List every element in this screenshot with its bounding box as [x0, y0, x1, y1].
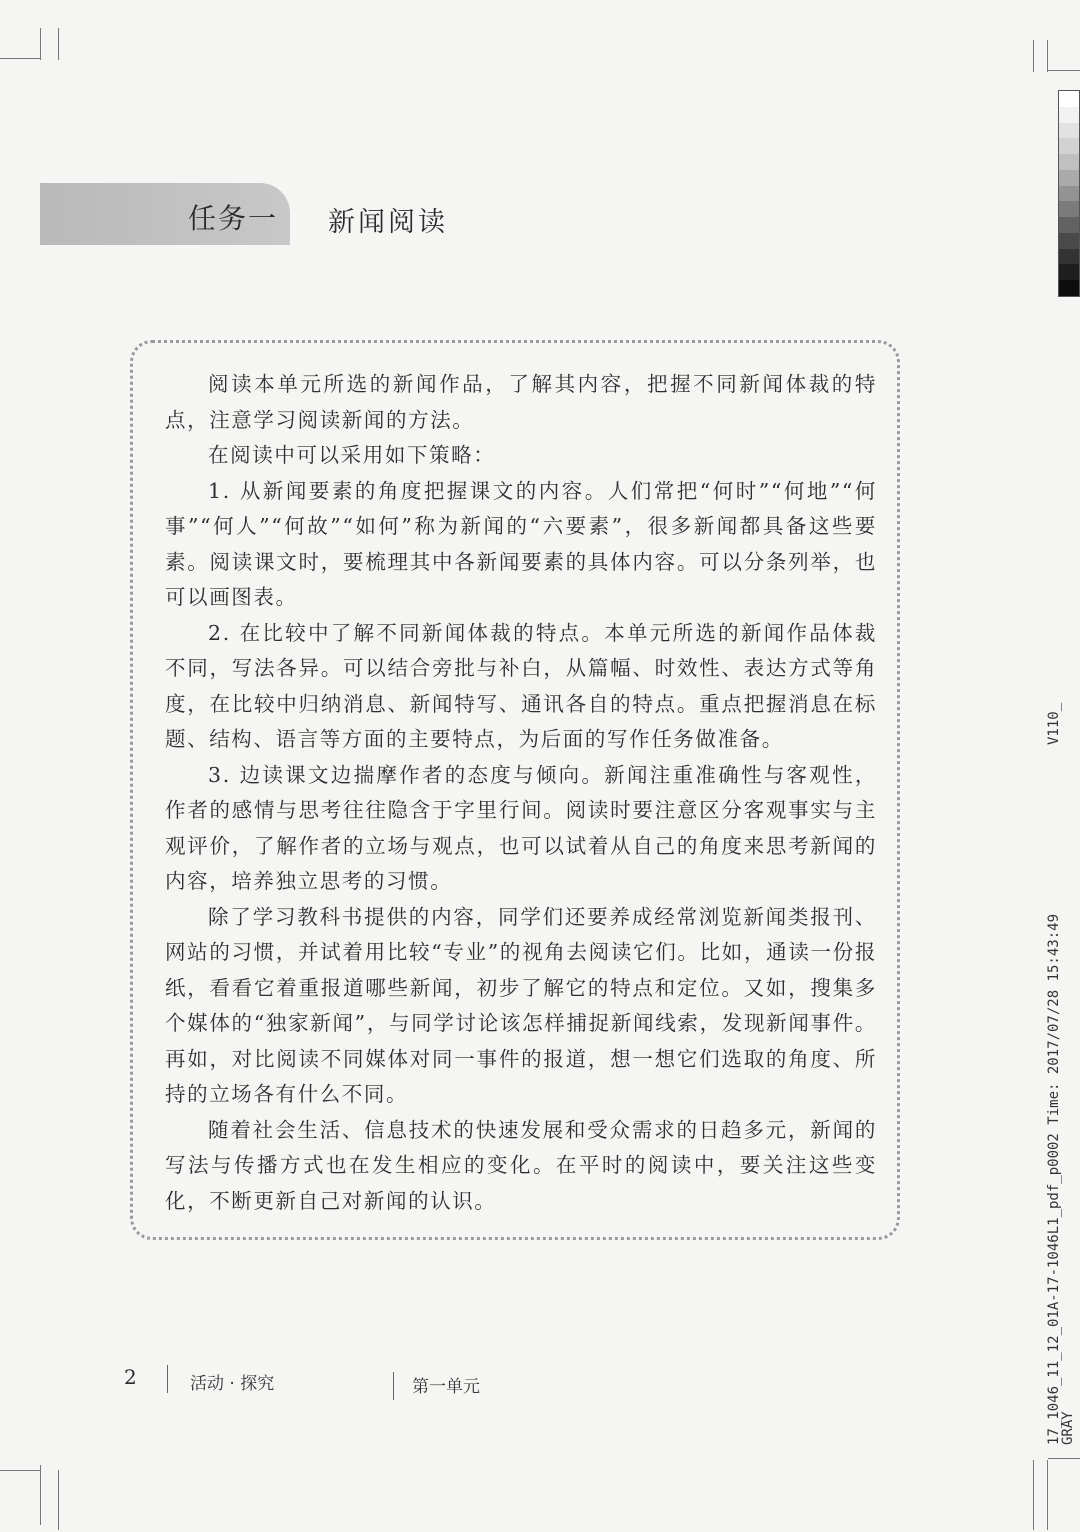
- content-body: [165, 367, 877, 1219]
- crop-mark: [1047, 40, 1048, 72]
- crop-mark: [1033, 1460, 1034, 1530]
- paragraph: 1. 从新闻要素的角度把握课文的内容。人们常把“何时”“何地”“何事”“何人”“何故”“如何”称为新闻的“六要素”，很多新闻都具备这些要素。阅读课文时，要梳理其中各新闻要素的具体内容。可以分条列举，也可以画图表。: [165, 478, 877, 609]
- crop-mark: [1048, 1458, 1080, 1459]
- crop-mark: [40, 28, 41, 60]
- page-number: 2: [124, 1365, 137, 1389]
- footer-divider: [167, 1365, 168, 1393]
- crop-mark: [0, 58, 40, 59]
- crop-mark: [40, 1465, 41, 1525]
- paragraph: 在阅读中可以采用如下策略：: [208, 443, 496, 467]
- crop-mark: [58, 28, 59, 60]
- margin-gray-label: GRAY: [1060, 1411, 1076, 1445]
- crop-mark: [1047, 1460, 1048, 1530]
- task-title: 新闻阅读: [328, 207, 448, 238]
- paragraph: 2. 在比较中了解不同新闻体裁的特点。本单元所选的新闻作品体裁不同，写法各异。可以结合旁批与补白，从篇幅、时效性、表达方式等角度，在比较中归纳消息、新闻特写、通讯各自的特点。重点把握消息在标题、结构、语言等方面的主要特点，为后面的写作任务做准备。: [165, 620, 877, 751]
- footer-divider: [393, 1372, 394, 1400]
- paragraph: 除了学习教科书提供的内容，同学们还要养成经常浏览新闻类报刊、网站的习惯，并试着用比较“专业”的视角去阅读它们。比如，通读一份报纸，看看它着重报道哪些新闻，初步了解它的特点和定位。又如，搜集多个媒体的“独家新闻”，与同学讨论该怎样捕捉新闻线索，发现新闻事件。再如，对比阅读不同媒体对同一事件的报道，想一想它们选取的角度、所持的立场各有什么不同。: [165, 904, 877, 1106]
- paragraph: 随着社会生活、信息技术的快速发展和受众需求的日趋多元，新闻的写法与传播方式也在发生相应的变化。在平时的阅读中，要关注这些变化，不断更新自己对新闻的认识。: [165, 1117, 877, 1213]
- footer-section: 活动 · 探究: [190, 1374, 275, 1394]
- footer-unit: 第一单元: [412, 1377, 480, 1397]
- crop-mark: [58, 1470, 59, 1530]
- grayscale-strip: [1058, 90, 1080, 297]
- crop-mark: [0, 1470, 40, 1471]
- margin-print-info: 17_1046_11_12_01A-17-1046L1_pdf_p0002 Time: 2017/07/28 15:43:49: [1046, 913, 1062, 1445]
- paragraph: 3. 边读课文边揣摩作者的态度与倾向。新闻注重准确性与客观性，作者的感情与思考往往隐含于字里行间。阅读时要注意区分客观事实与主观评价，了解作者的立场与观点，也可以试着从自己的角度来思考新闻的内容，培养独立思考的习惯。: [165, 762, 877, 893]
- crop-mark: [1048, 70, 1080, 71]
- margin-code: V110_: [1046, 702, 1062, 745]
- paragraph: 阅读本单元所选的新闻作品，了解其内容，把握不同新闻体裁的特点，注意学习阅读新闻的方法。: [165, 372, 877, 432]
- crop-mark: [1033, 40, 1034, 72]
- task-label: 任务一: [188, 202, 279, 235]
